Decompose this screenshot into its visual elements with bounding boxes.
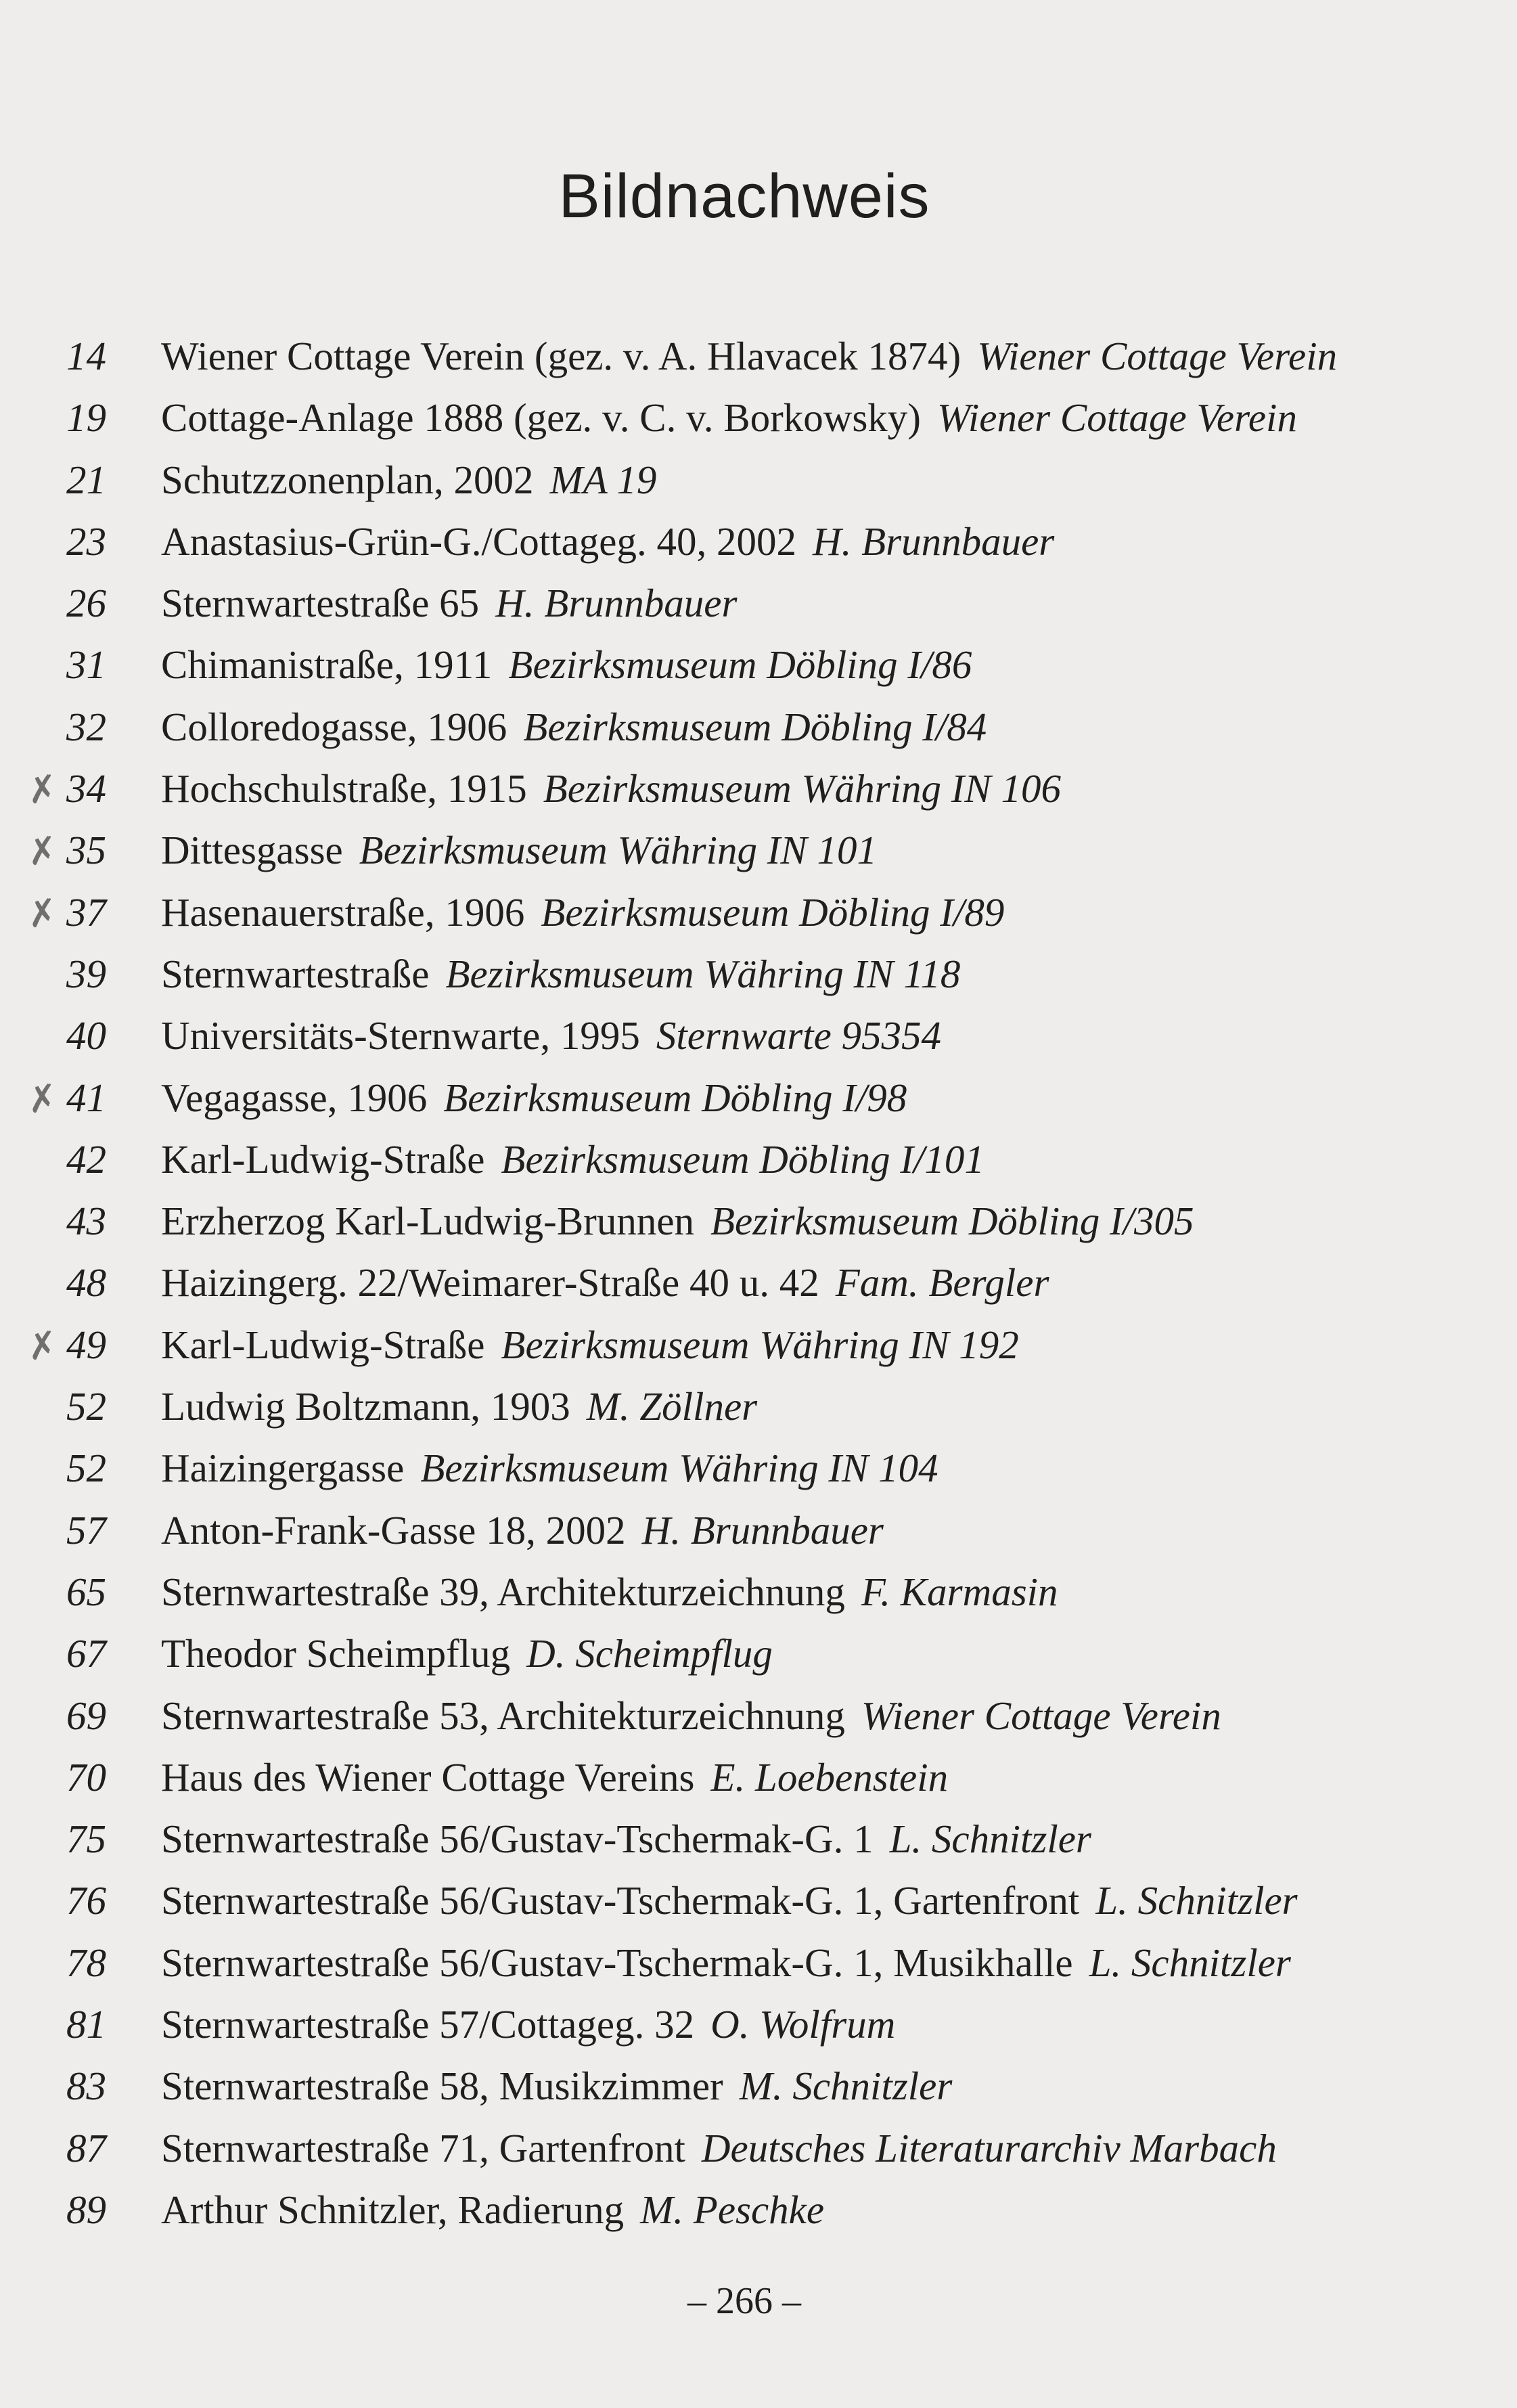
credit-page-number: 65	[66, 1569, 106, 1614]
credit-source: Bezirksmuseum Döbling I/89	[541, 889, 1005, 935]
credit-entry	[24, 885, 1337, 947]
credit-page-number: 89	[66, 2187, 106, 2232]
credit-entry	[66, 1997, 1337, 2059]
credit-source: Fam. Bergler	[835, 1260, 1049, 1306]
picture-credits-list	[24, 329, 1338, 2244]
credit-page-number: 52	[66, 1446, 106, 1491]
credit-source: L. Schnitzler	[889, 1816, 1091, 1862]
credit-entry	[66, 1008, 1337, 1070]
handwritten-check-mark: ✗	[24, 1322, 61, 1369]
credit-entry	[24, 1071, 1337, 1132]
credit-page-number: 83	[66, 2064, 106, 2109]
credit-description: Arthur Schnitzler, Radierung	[161, 2187, 625, 2232]
credit-entry	[66, 514, 1337, 576]
handwritten-check-mark: ✗	[24, 766, 61, 813]
credit-source: L. Schnitzler	[1089, 1940, 1291, 1985]
credit-entry	[24, 1318, 1337, 1379]
credit-page-number: 70	[66, 1754, 106, 1800]
handwritten-check-mark: ✗	[24, 828, 61, 875]
credit-source: Bezirksmuseum Währing IN 192	[501, 1322, 1019, 1367]
credit-page-number: 67	[66, 1631, 106, 1676]
credit-entry	[66, 1689, 1337, 1750]
credit-page-number: 41	[66, 1075, 106, 1120]
credit-description: Haizingergasse	[161, 1446, 405, 1491]
credit-source: Bezirksmuseum Währing IN 104	[420, 1446, 938, 1491]
credit-description: Colloredogasse, 1906	[161, 704, 507, 749]
credit-description: Anton-Frank-Gasse 18, 2002	[161, 1507, 626, 1553]
credit-description: Sternwartestraße 56/Gustav-Tschermak-G. 1, Gartenfront	[161, 1878, 1080, 1923]
credit-description: Sternwartestraße 56/Gustav-Tschermak-G. 1	[161, 1816, 874, 1862]
credit-description: Hasenauerstraße, 1906	[161, 889, 525, 935]
credit-entry	[66, 2121, 1337, 2183]
credit-page-number: 35	[66, 828, 106, 873]
credit-source: M. Schnitzler	[739, 2064, 953, 2109]
credit-source: Bezirksmuseum Währing IN 106	[543, 766, 1062, 811]
credit-source: Deutsches Literaturarchiv Marbach	[701, 2125, 1277, 2170]
credit-source: Bezirksmuseum Döbling I/101	[501, 1136, 984, 1182]
credit-description: Sternwartestraße	[161, 951, 430, 996]
credit-source: O. Wolfrum	[710, 2002, 896, 2047]
credit-source: M. Peschke	[640, 2187, 825, 2232]
credit-description: Theodor Scheimpflug	[161, 1631, 511, 1676]
credit-page-number: 52	[66, 1384, 106, 1429]
handwritten-check-mark: ✗	[24, 889, 61, 937]
credit-page-number: 78	[66, 1940, 106, 1985]
credit-source: H. Brunnbauer	[495, 581, 738, 626]
credit-source: Bezirksmuseum Währing IN 101	[359, 828, 878, 873]
credit-source: H. Brunnbauer	[812, 518, 1055, 564]
credit-entry	[66, 1503, 1337, 1565]
credit-entry	[66, 1626, 1337, 1688]
credit-description: Chimanistraße, 1911	[161, 642, 493, 688]
credit-source: Bezirksmuseum Döbling I/86	[508, 642, 972, 688]
credit-entry	[66, 638, 1337, 699]
credit-description: Sternwartestraße 39, Architekturzeichnung	[161, 1569, 845, 1614]
credit-entry	[66, 453, 1337, 514]
credit-source: MA 19	[549, 457, 657, 502]
credit-page-number: 19	[66, 395, 106, 441]
credit-entry	[66, 1441, 1337, 1502]
credit-source: E. Loebenstein	[710, 1754, 949, 1800]
credit-source: H. Brunnbauer	[641, 1507, 884, 1553]
credit-description: Universitäts-Sternwarte, 1995	[161, 1013, 640, 1058]
page-number: – 266 –	[687, 2280, 801, 2322]
credit-description: Haus des Wiener Cottage Vereins	[161, 1754, 695, 1800]
credit-source: Bezirksmuseum Döbling I/305	[710, 1199, 1194, 1244]
credit-entry	[24, 823, 1337, 885]
credit-entry	[66, 1936, 1337, 1997]
credit-description: Sternwartestraße 56/Gustav-Tschermak-G. 1, Musikhalle	[161, 1940, 1073, 1985]
credit-description: Haizingerg. 22/Weimarer-Straße 40 u. 42	[161, 1260, 819, 1306]
credit-description: Wiener Cottage Verein (gez. v. A. Hlavacek 1874)	[161, 334, 961, 378]
credit-page-number: 81	[66, 2002, 106, 2047]
credit-entry	[66, 2183, 1337, 2244]
credit-source: Bezirksmuseum Währing IN 118	[445, 951, 961, 996]
credit-description: Schutzzonenplan, 2002	[161, 457, 534, 502]
credit-page-number: 42	[66, 1136, 106, 1182]
credit-entry	[66, 1379, 1337, 1441]
credit-page-number: 21	[66, 457, 106, 502]
credit-page-number: 43	[66, 1199, 106, 1244]
credit-source: Sternwarte 95354	[656, 1013, 942, 1058]
credit-entry	[66, 1194, 1337, 1255]
credit-source: Wiener Cottage Verein	[861, 1693, 1221, 1738]
credit-description: Karl-Ludwig-Straße	[161, 1322, 485, 1367]
credit-page-number: 32	[66, 704, 106, 749]
credit-description: Sternwartestraße 57/Cottageg. 32	[161, 2002, 695, 2047]
page-title: Bildnachweis	[558, 162, 930, 231]
credit-page-number: 14	[66, 334, 106, 378]
credit-source: Bezirksmuseum Döbling I/84	[523, 704, 987, 749]
credit-description: Erzherzog Karl-Ludwig-Brunnen	[161, 1199, 695, 1244]
credit-source: D. Scheimpflug	[526, 1631, 773, 1676]
credit-description: Hochschulstraße, 1915	[161, 766, 527, 811]
credit-description: Dittesgasse	[161, 828, 343, 873]
credit-entry	[66, 1812, 1337, 1873]
credit-description: Sternwartestraße 53, Architekturzeichnung	[161, 1693, 845, 1738]
credit-entry	[66, 1873, 1337, 1935]
credit-description: Karl-Ludwig-Straße	[161, 1136, 485, 1182]
handwritten-check-mark: ✗	[24, 1075, 61, 1122]
credit-page-number: 49	[66, 1322, 106, 1367]
credit-entry	[66, 1255, 1337, 1317]
credit-entry	[66, 2059, 1337, 2120]
credit-page-number: 69	[66, 1693, 106, 1738]
credit-page-number: 87	[66, 2125, 106, 2170]
credit-description: Sternwartestraße 71, Gartenfront	[161, 2125, 685, 2170]
credit-description: Sternwartestraße 58, Musikzimmer	[161, 2064, 723, 2109]
credit-page-number: 57	[66, 1507, 106, 1553]
credit-description: Vegagasse, 1906	[161, 1075, 428, 1120]
credit-page-number: 23	[66, 518, 106, 564]
credit-entry	[66, 947, 1337, 1008]
credit-entry	[66, 700, 1337, 761]
credit-page-number: 75	[66, 1816, 106, 1862]
credit-entry	[24, 761, 1337, 823]
credit-description: Anastasius-Grün-G./Cottageg. 40, 2002	[161, 518, 796, 564]
credit-description: Sternwartestraße 65	[161, 581, 480, 626]
credit-source: F. Karmasin	[861, 1569, 1058, 1614]
credit-entry	[66, 576, 1337, 638]
credit-page-number: 34	[66, 766, 106, 811]
credit-entry	[66, 391, 1337, 452]
credit-source: Wiener Cottage Verein	[977, 334, 1338, 378]
credit-page-number: 40	[66, 1013, 106, 1058]
credit-page-number: 37	[66, 889, 106, 935]
credit-entry	[66, 1565, 1337, 1626]
credit-page-number: 26	[66, 581, 106, 626]
credit-entry	[66, 329, 1337, 391]
credit-source: Wiener Cottage Verein	[936, 395, 1297, 441]
credit-page-number: 48	[66, 1260, 106, 1306]
credit-description: Ludwig Boltzmann, 1903	[161, 1384, 570, 1429]
credit-source: L. Schnitzler	[1095, 1878, 1298, 1923]
credit-source: Bezirksmuseum Döbling I/98	[443, 1075, 907, 1120]
credit-entry	[66, 1750, 1337, 1812]
credit-entry	[66, 1132, 1337, 1194]
credit-description: Cottage-Anlage 1888 (gez. v. C. v. Borkowsky)	[161, 395, 921, 441]
credit-page-number: 39	[66, 951, 106, 996]
credit-page-number: 31	[66, 642, 106, 688]
credit-page-number: 76	[66, 1878, 106, 1923]
credit-source: M. Zöllner	[586, 1384, 758, 1429]
